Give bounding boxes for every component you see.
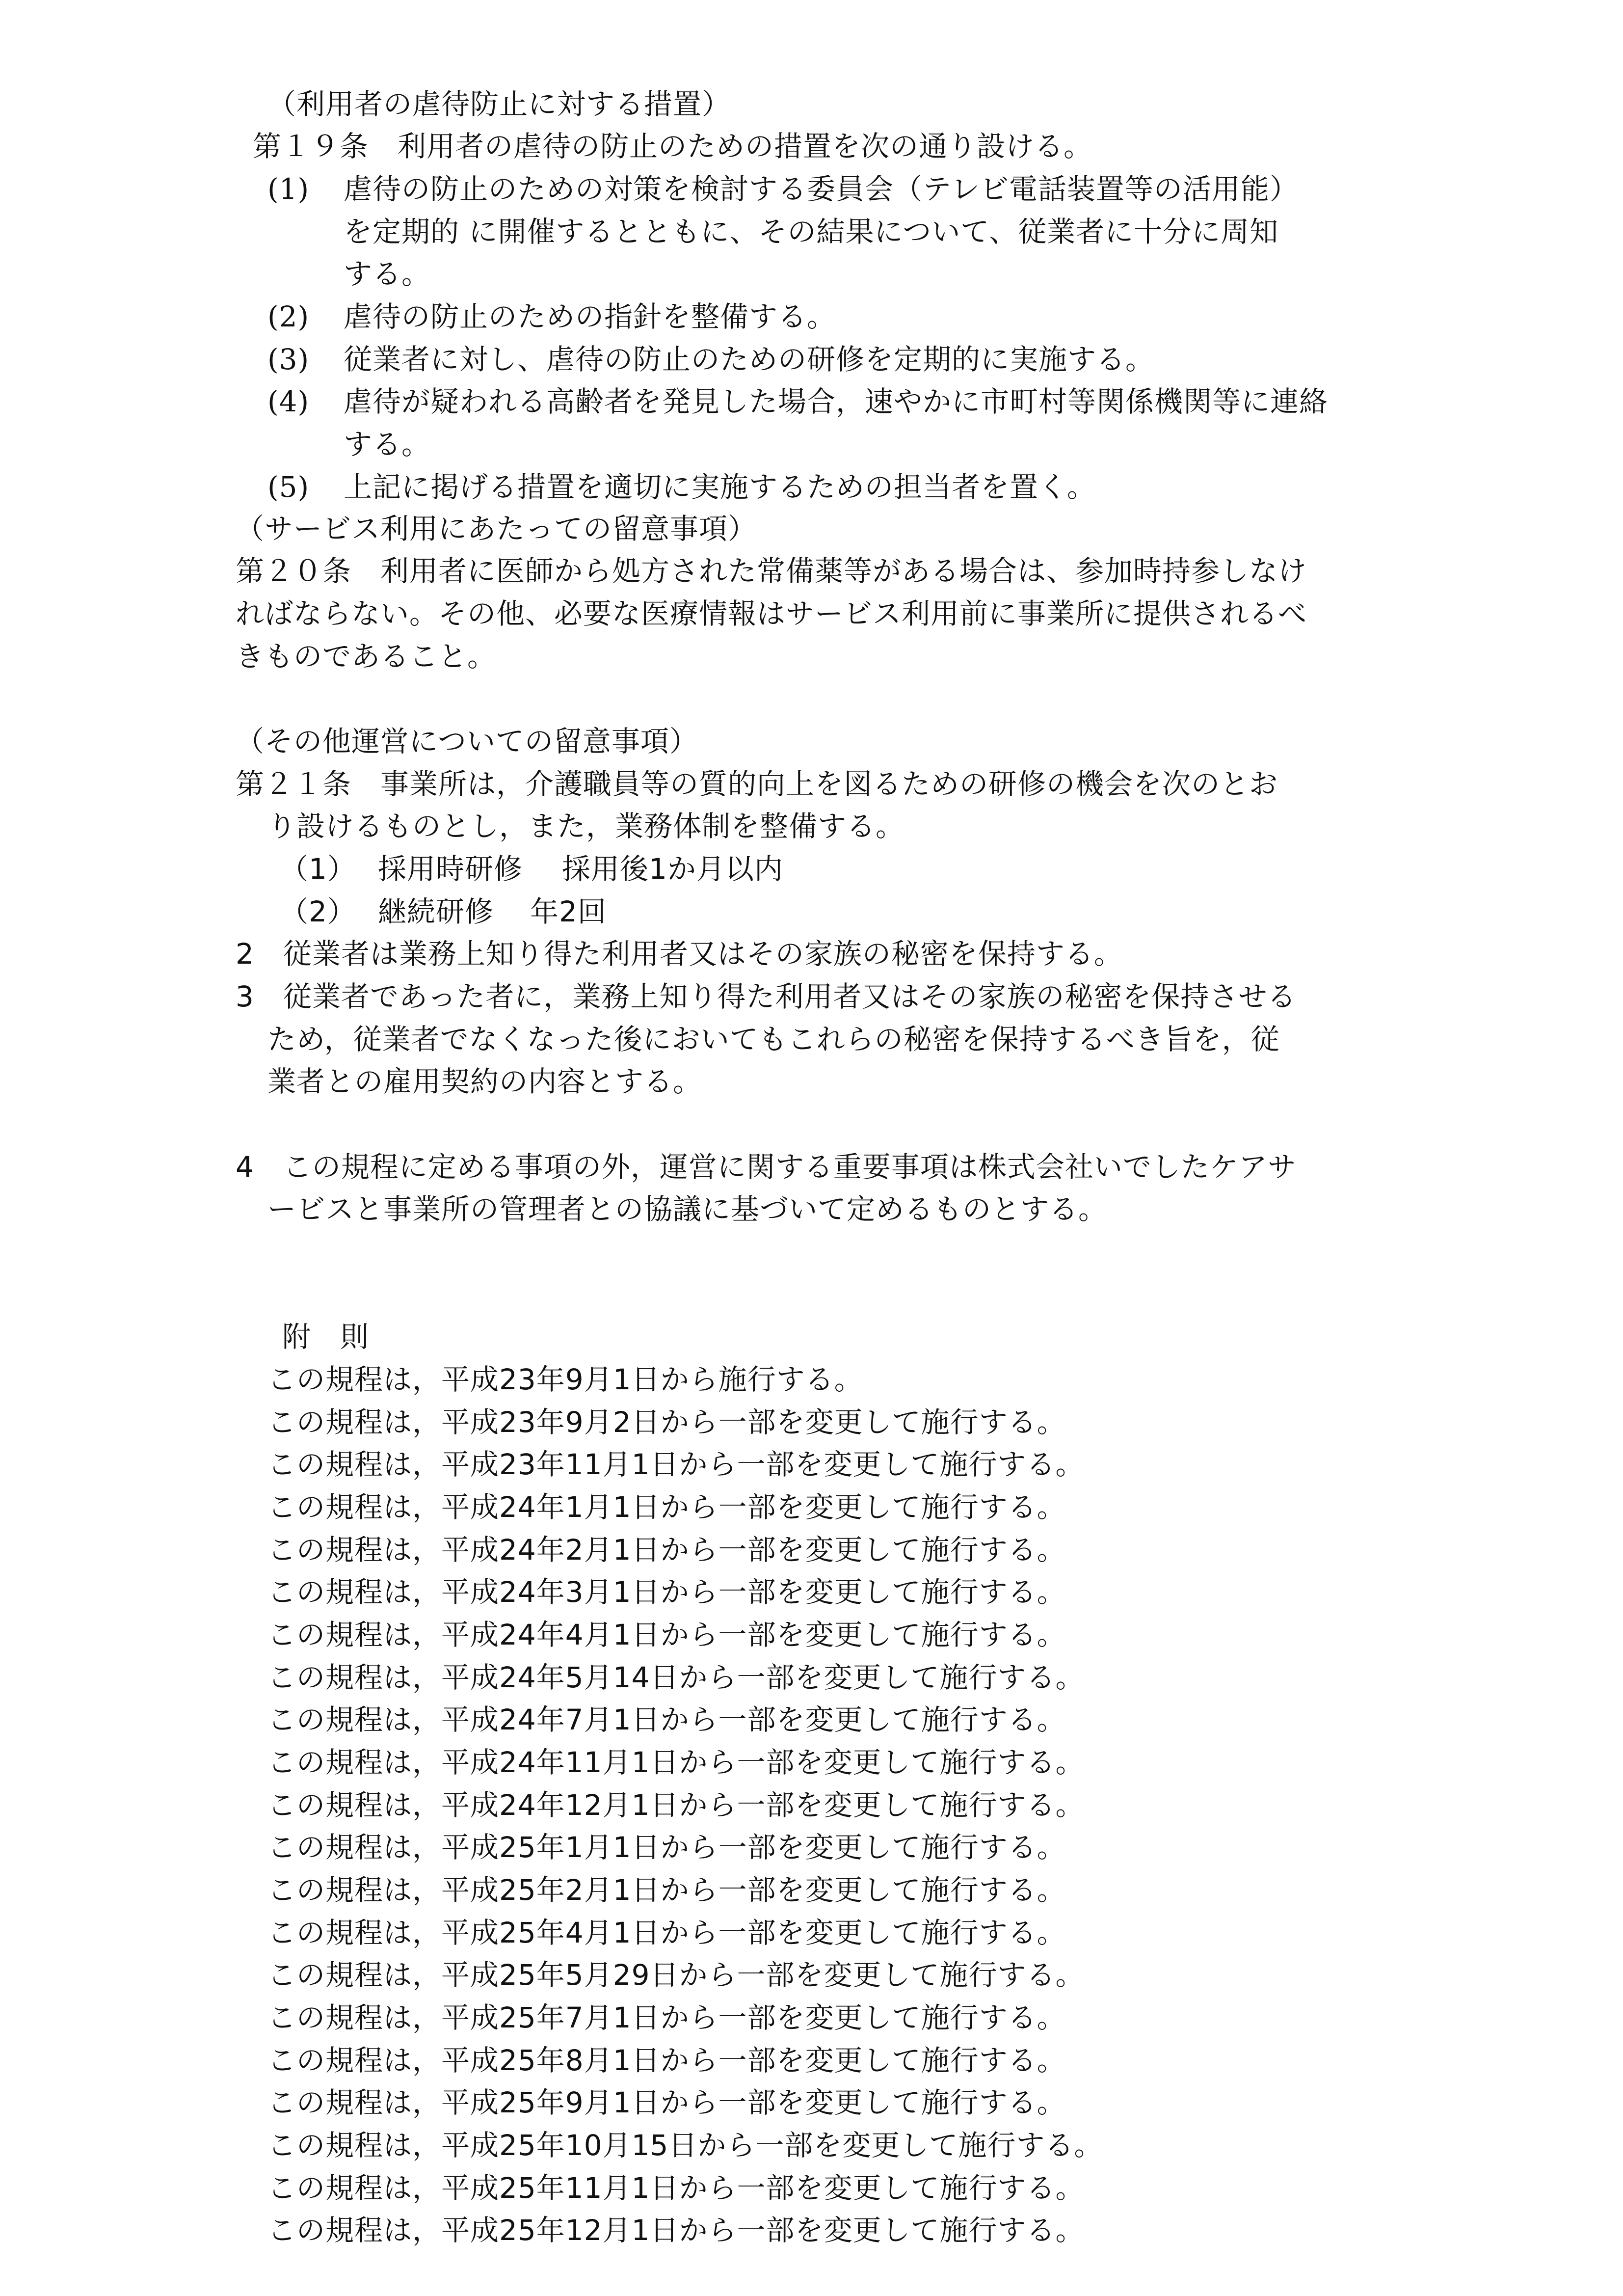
training-1-detail: 採用後1か月以内 [562, 852, 783, 886]
supplement-entry-5: この規程は，平成24年2月1日から一部を変更して施行する。 [267, 1533, 1066, 1567]
supplement-entry-11: この規程は，平成24年12月1日から一部を変更して施行する。 [267, 1788, 1085, 1822]
article-20-line-2: ればならない。その他、必要な医療情報はサービス利用前に事業所に提供されるべ [236, 597, 1307, 630]
supplement-entry-6: この規程は，平成24年3月1日から一部を変更して施行する。 [267, 1575, 1066, 1609]
training-2-name: 継続研修 [378, 895, 494, 928]
art19-item-1-line-1: 虐待の防止のための対策を検討する委員会（テレビ電話装置等の活用能） [344, 172, 1299, 206]
training-2-number: （2） [280, 895, 356, 928]
supplement-entry-3: この規程は，平成23年11月1日から一部を変更して施行する。 [267, 1448, 1085, 1481]
supplement-entry-4: この規程は，平成24年1月1日から一部を変更して施行する。 [267, 1490, 1066, 1524]
article-19-heading: （利用者の虐待防止に対する措置） [267, 87, 731, 121]
supplementary-provisions-title: 附 則 [282, 1320, 370, 1353]
supplement-entry-13: この規程は，平成25年2月1日から一部を変更して施行する。 [267, 1873, 1066, 1907]
supplement-entry-1: この規程は，平成23年9月1日から施行する。 [267, 1363, 863, 1396]
art19-item-3-line-1: 従業者に対し、虐待の防止のための研修を定期的に実施する。 [344, 343, 1155, 376]
art19-item-3-number: (3) [267, 343, 310, 376]
article-20-line-3: きものであること。 [236, 640, 497, 673]
article-19-title: 第１９条 利用者の虐待の防止のための措置を次の通り設ける。 [253, 130, 1093, 163]
art19-item-4-line-2: する。 [344, 428, 431, 461]
clause-3-line-1: 3 従業者であった者に，業務上知り得た利用者又はその家族の秘密を保持させる [236, 980, 1297, 1013]
supplement-entry-20: この規程は，平成25年11月1日から一部を変更して施行する。 [267, 2171, 1085, 2205]
article-21-line-1: 第２１条 事業所は，介護職員等の質的向上を図るための研修の機会を次のとお [236, 767, 1278, 801]
supplement-entry-7: この規程は，平成24年4月1日から一部を変更して施行する。 [267, 1618, 1066, 1651]
art19-item-1-line-2: を定期的 に開催するとともに、その結果について、従業者に十分に周知 [344, 215, 1279, 248]
clause-4-line-2: ービスと事業所の管理者との協議に基づいて定めるものとする。 [267, 1192, 1108, 1226]
training-2-detail: 年2回 [530, 895, 607, 928]
supplement-entry-17: この規程は，平成25年8月1日から一部を変更して施行する。 [267, 2044, 1066, 2077]
supplement-entry-2: この規程は，平成23年9月2日から一部を変更して施行する。 [267, 1405, 1066, 1439]
supplement-entry-9: この規程は，平成24年7月1日から一部を変更して施行する。 [267, 1703, 1066, 1736]
clause-3-line-2: ため，従業者でなくなった後においてもこれらの秘密を保持するべき旨を，従 [267, 1023, 1280, 1056]
supplement-entry-15: この規程は，平成25年5月29日から一部を変更して施行する。 [267, 1958, 1085, 1992]
art19-item-4-number: (4) [267, 385, 310, 418]
supplement-entry-19: この規程は，平成25年10月15日から一部を変更して施行する。 [267, 2129, 1103, 2162]
article-20-heading: （サービス利用にあたっての留意事項） [236, 512, 757, 545]
article-21-heading: （その他運営についての留意事項） [236, 725, 698, 758]
art19-item-4-line-1: 虐待が疑われる高齢者を発見した場合，速やかに市町村等関係機関等に連絡 [344, 385, 1329, 418]
supplement-entry-12: この規程は，平成25年1月1日から一部を変更して施行する。 [267, 1831, 1066, 1864]
art19-item-5-line-1: 上記に掲げる措置を適切に実施するための担当者を置く。 [344, 470, 1096, 504]
supplement-entry-10: この規程は，平成24年11月1日から一部を変更して施行する。 [267, 1746, 1085, 1779]
supplement-entry-14: この規程は，平成25年4月1日から一部を変更して施行する。 [267, 1916, 1066, 1949]
clause-4-line-1: 4 この規程に定める事項の外，運営に関する重要事項は株式会社いでしたケアサ [236, 1150, 1297, 1184]
supplement-entry-8: この規程は，平成24年5月14日から一部を変更して施行する。 [267, 1661, 1085, 1694]
training-1-name: 採用時研修 [378, 852, 523, 886]
art19-item-1-number: (1) [267, 172, 310, 206]
training-1-number: （1） [280, 852, 356, 886]
art19-item-2-number: (2) [267, 300, 310, 333]
art19-item-1-line-3: する。 [344, 257, 431, 291]
article-20-line-1: 第２０条 利用者に医師から処方された常備薬等がある場合は、参加時持参しなけ [236, 554, 1307, 588]
art19-item-5-number: (5) [267, 470, 310, 504]
supplement-entry-21: この規程は，平成25年12月1日から一部を変更して施行する。 [267, 2214, 1085, 2247]
clause-3-line-3: 業者との雇用契約の内容とする。 [267, 1065, 702, 1098]
clause-2: 2 従業者は業務上知り得た利用者又はその家族の秘密を保持する。 [236, 937, 1123, 971]
article-21-line-2: り設けるものとし，また，業務体制を整備する。 [267, 810, 905, 843]
supplement-entry-18: この規程は，平成25年9月1日から一部を変更して施行する。 [267, 2086, 1066, 2119]
supplement-entry-16: この規程は，平成25年7月1日から一部を変更して施行する。 [267, 2001, 1066, 2034]
art19-item-2-line-1: 虐待の防止のための指針を整備する。 [344, 300, 836, 333]
